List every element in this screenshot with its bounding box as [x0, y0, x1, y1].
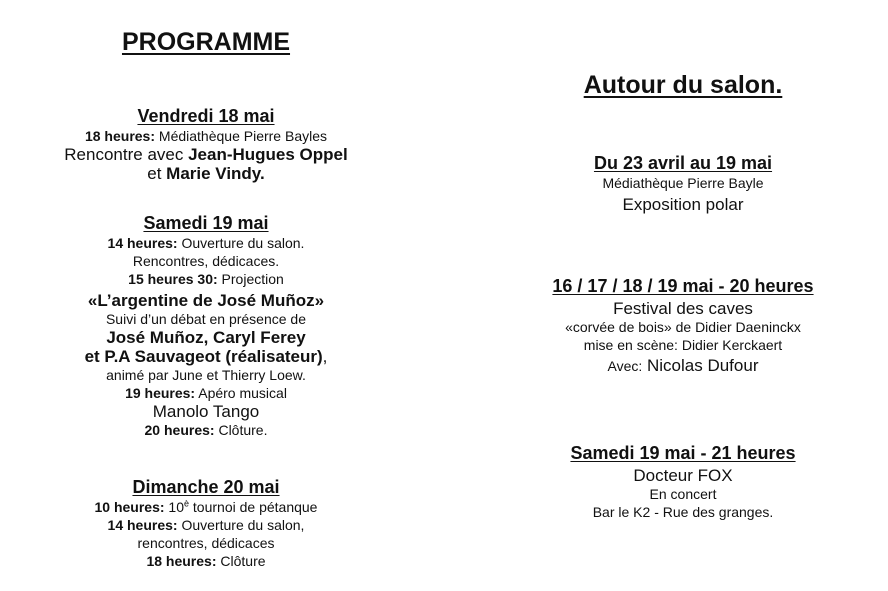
festival-line-1: Festival des caves — [613, 299, 753, 318]
vendredi-line-1: 18 heures: Médiathèque Pierre Bayles — [84, 128, 328, 144]
concert-line-3: Bar le K2 - Rue des granges. — [592, 504, 774, 520]
concert-line-2: En concert — [649, 486, 717, 502]
samedi-heading: Samedi 19 mai — [143, 213, 269, 233]
expo-section — [482, 153, 884, 214]
samedi-line-8: animé par June et Thierry Loew. — [106, 367, 306, 383]
programme-title: PROGRAMME — [121, 28, 291, 56]
samedi-line-11: 20 heures: Clôture. — [144, 422, 268, 438]
dimanche-line-3: rencontres, dédicaces — [137, 535, 275, 551]
vendredi-heading: Vendredi 18 mai — [137, 106, 275, 126]
dimanche-line-1: 10 heures: $10^è$ tournoi de pétanque — [94, 498, 318, 515]
concert-line-1: Docteur FOX — [633, 466, 733, 485]
festival-line-3: mise en scène: Didier Kerckaert — [583, 337, 783, 353]
concert-heading: Samedi 19 mai - 21 heures — [570, 443, 796, 463]
programme-column — [0, 0, 412, 591]
samedi-line-2: Rencontres, dédicaces. — [132, 253, 280, 269]
autour-title: Autour du salon. — [583, 71, 783, 99]
expo-line-1: Médiathèque Pierre Bayle — [602, 175, 764, 191]
vendredi-section — [0, 106, 412, 183]
expo-heading: Du 23 avril au 19 mai — [593, 153, 773, 173]
samedi-section — [0, 213, 412, 439]
samedi-line-3: 15 heures 30: Projection — [128, 271, 284, 287]
dimanche-heading: Dimanche 20 mai — [132, 477, 280, 497]
dimanche-line-4: 18 heures: Clôture — [146, 553, 266, 569]
expo-line-2: Exposition polar — [622, 195, 744, 214]
samedi-line-5: Suivi d’un débat en présence de — [105, 311, 307, 327]
samedi-guests-2: et P.A Sauvageot (réalisateur), — [84, 347, 328, 366]
samedi-line-1: 14 heures: Ouverture du salon. — [107, 235, 305, 251]
samedi-film-title: «L’argentine de José Muñoz» — [87, 291, 325, 310]
festival-heading: 16 / 17 / 18 / 19 mai - 20 heures — [552, 276, 814, 296]
samedi-guests-1: José Muñoz, Caryl Ferey — [106, 328, 306, 347]
festival-line-2: «corvée de bois» de Didier Daeninckx — [565, 319, 801, 335]
samedi-band: Manolo Tango — [152, 402, 260, 421]
dimanche-section — [0, 477, 412, 570]
festival-line-4: Avec: Nicolas Dufour — [607, 356, 759, 375]
dimanche-line-2: 14 heures: Ouverture du salon, — [107, 517, 305, 533]
vendredi-line-2: Rencontre avec Jean-Hugues Oppel — [64, 145, 348, 164]
samedi-line-9: 19 heures: Apéro musical — [125, 385, 287, 401]
vendredi-line-3: et Marie Vindy. — [147, 164, 265, 183]
concert-section — [482, 443, 884, 521]
autour-column — [482, 0, 884, 591]
festival-section — [482, 276, 884, 376]
